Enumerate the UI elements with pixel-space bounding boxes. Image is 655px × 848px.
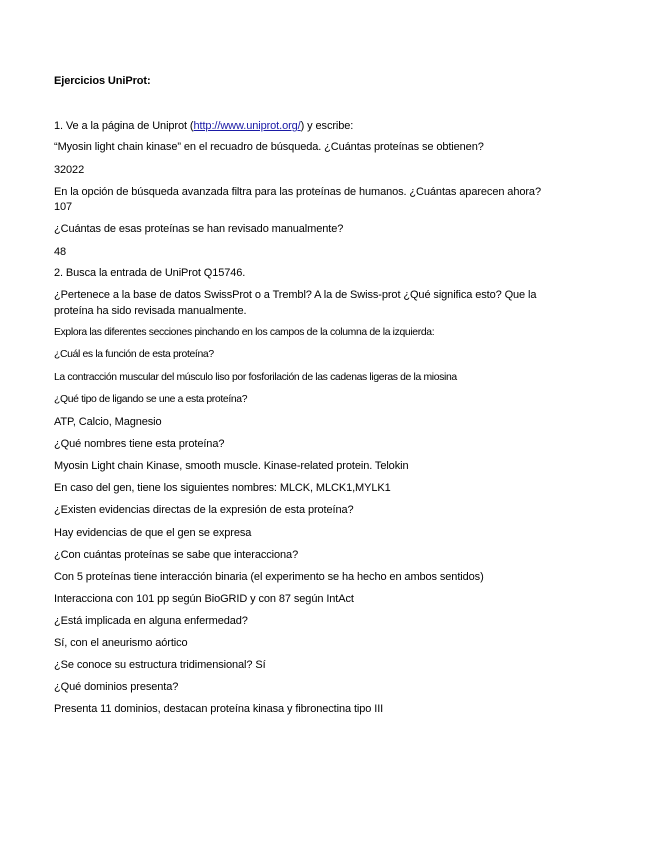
answer-line-5: 48 — [54, 246, 67, 258]
text-line-19: ¿Con cuántas proteínas se sabe que interacciona? — [54, 549, 299, 561]
text-line-14: ¿Qué nombres tiene esta proteína? — [54, 438, 225, 450]
question-1-prefix: 1. Ve a la página de Uniprot ( — [54, 120, 194, 132]
question-1-suffix: ) y escribe: — [300, 120, 354, 132]
document-title: Ejercicios UniProt: — [54, 75, 151, 87]
text-line-22: ¿Está implicada en alguna enfermedad? — [54, 615, 248, 627]
text-line-25: ¿Qué dominios presenta? — [54, 681, 179, 693]
question-2: 2. Busca la entrada de UniProt Q15746. — [54, 267, 246, 279]
text-line-4: ¿Cuántas de esas proteínas se han revisado manualmente? — [54, 223, 344, 235]
text-line-20: Con 5 proteínas tiene interacción binaria (el experimento se ha hecho en ambos sentidos) — [54, 571, 484, 583]
text-line-17: ¿Existen evidencias directas de la expresión de esta proteína? — [54, 504, 354, 516]
text-line-23: Sí, con el aneurismo aórtico — [54, 637, 188, 649]
text-line-24: ¿Se conoce su estructura tridimensional? Sí — [54, 659, 266, 671]
text-line-13: ATP, Calcio, Magnesio — [54, 416, 162, 428]
text-line-0: “Myosin light chain kinase” en el recuadro de búsqueda. ¿Cuántas proteínas se obtienen? — [54, 141, 484, 153]
text-line-9: Explora las diferentes secciones pinchando en los campos de la columna de la izquierda: — [54, 327, 435, 338]
text-line-16: En caso del gen, tiene los siguientes nombres: MLCK, MLCK1,MYLK1 — [54, 482, 391, 494]
text-line-2: En la opción de búsqueda avanzada filtra para las proteínas de humanos. ¿Cuántas aparecen ahora? — [54, 186, 541, 198]
text-line-8: proteína ha sido revisada manualmente. — [54, 305, 247, 317]
answer-line-3: 107 — [54, 201, 73, 213]
text-line-15: Myosin Light chain Kinase, smooth muscle. Kinase-related protein. Telokin — [54, 460, 409, 472]
text-line-18: Hay evidencias de que el gen se expresa — [54, 527, 252, 539]
question-1 — [54, 119, 353, 133]
text-line-21: Interacciona con 101 pp según BioGRID y con 87 según IntAct — [54, 593, 354, 605]
text-line-26: Presenta 11 dominios, destacan proteína kinasa y fibronectina tipo III — [54, 703, 384, 715]
uniprot-link[interactable]: http://www.uniprot.org/ — [193, 120, 301, 132]
text-line-10: ¿Cuál es la función de esta proteína? — [54, 349, 214, 360]
text-line-7: ¿Pertenece a la base de datos SwissProt o a Trembl? A la de Swiss-prot ¿Qué significa esto? Que la — [54, 289, 537, 301]
text-line-12: ¿Qué tipo de ligando se une a esta proteína? — [54, 394, 248, 405]
text-line-11: La contracción muscular del músculo liso por fosforilación de las cadenas ligeras de la miosina — [54, 372, 457, 383]
answer-line-1: 32022 — [54, 164, 85, 176]
